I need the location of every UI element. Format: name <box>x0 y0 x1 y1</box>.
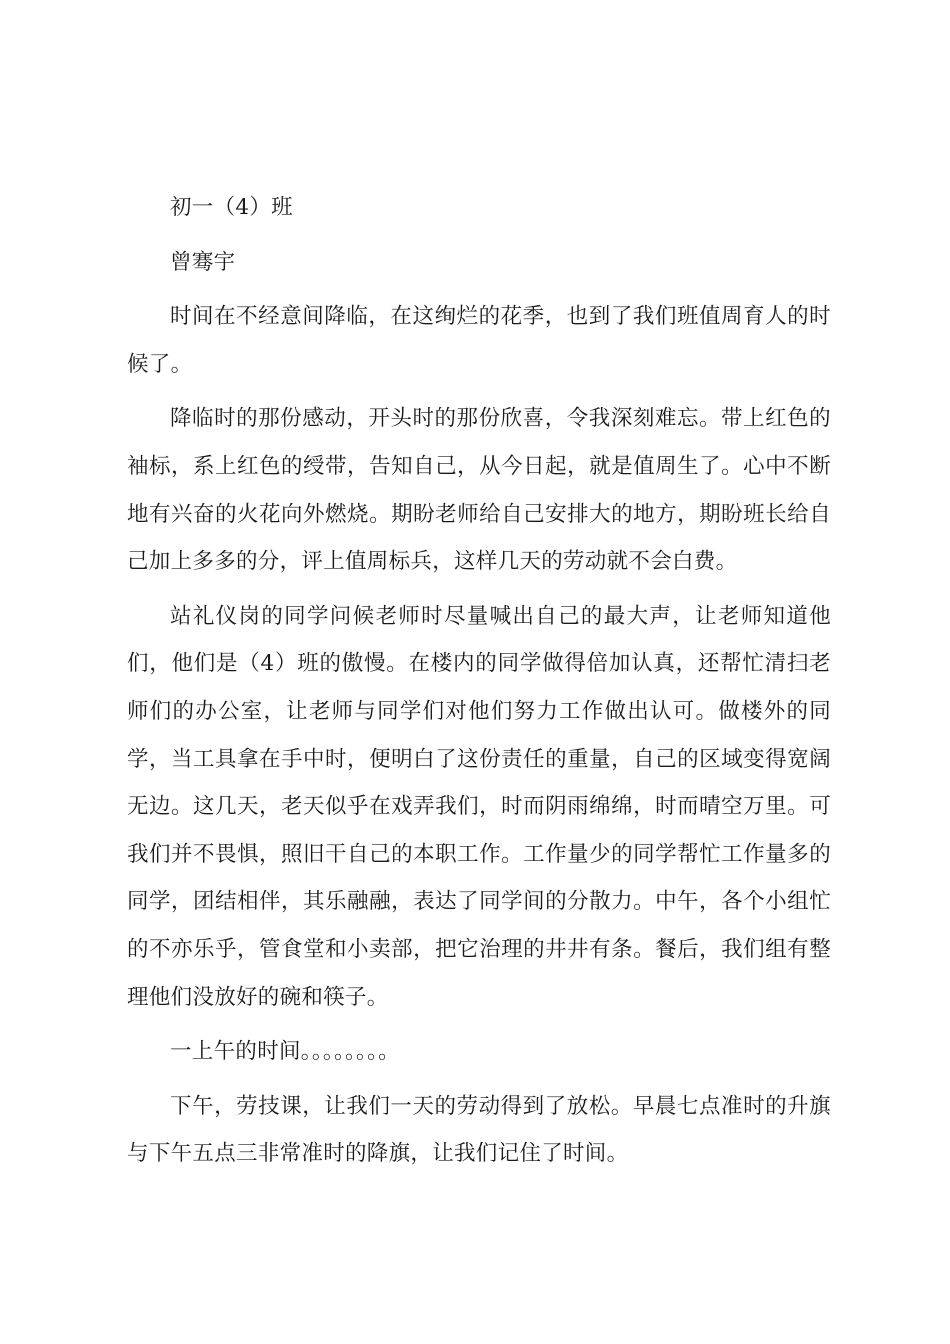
paragraph: 时间在不经意间降临，在这绚烂的花季，也到了我们班值周育人的时候了。 <box>127 304 831 377</box>
paragraph: 一上午的时间。。。。。。。。 <box>170 1039 400 1065</box>
paragraph: 站礼仪岗的同学问候老师时尽量喊出自己的最大声，让老师知道他们，他们是（4）班的傲慢。在楼内的同学做得倍加认真，还帮忙清扫老师们的办公室，让老师与同学们对他们努力工作做出认可。做楼外的同学，当工具拿在手中时，便明白了这份责任的重量，自己的区域变得宽阔无边。这几天，老天似乎在戏弄我们，时而阴雨绵绵，时而晴空万里。可我们并不畏惧，照旧干自己的本职工作。工作量少的同学帮忙工作量多的同学，团结相伴，其乐融融，表达了同学间的分散力。中午，各个小组忙的不亦乐乎，管食堂和小卖部，把它治理的井井有条。餐后，我们组有整理他们没放好的碗和筷子。 <box>127 603 831 1010</box>
document-body <box>127 184 831 1185</box>
paragraph: 降临时的那份感动，开头时的那份欣喜，令我深刻难忘。带上红色的袖标，系上红色的绶带，告知自己，从今日起，就是值周生了。心中不断地有兴奋的火花向外燃烧。期盼老师给自己安排大的地方，期盼班长给自己加上多多的分，评上值周标兵，这样几天的劳动就不会白费。 <box>127 406 831 575</box>
author-line: 曾骞宇 <box>170 249 236 275</box>
paragraph: 下午，劳技课，让我们一天的劳动得到了放松。早晨七点准时的升旗与下午五点三非常准时的降旗，让我们记住了时间。 <box>127 1093 831 1167</box>
class-name-line: 初一（4）班 <box>170 195 293 220</box>
